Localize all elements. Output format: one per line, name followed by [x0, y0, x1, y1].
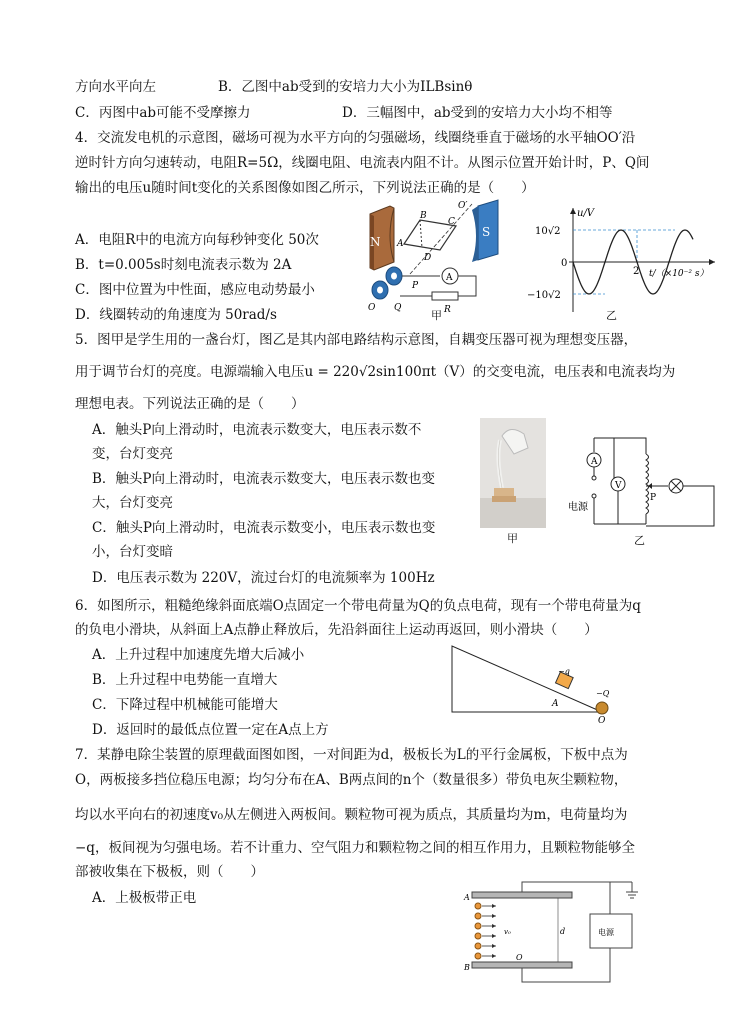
label-o: O: [368, 303, 376, 313]
ammeter-symbol-5: A: [591, 457, 598, 467]
point-a-label: A: [552, 699, 559, 709]
velocity-arrowhead: [492, 944, 496, 948]
q5-option-a-line-2: 变，台灯变亮: [92, 446, 173, 462]
q6-stem-line-2: 的负电小滑块，从斜面上A点静止释放后，先沿斜面往上运动再返回，则小滑块（ ）: [75, 622, 598, 638]
waveform-ymin-label: −10√2: [527, 290, 561, 301]
dust-particle: [475, 923, 481, 929]
power-source-label-5: 电源: [568, 502, 588, 513]
dust-particle: [475, 913, 481, 919]
label-d: D: [424, 253, 432, 263]
velocity-v0-label: v₀: [504, 928, 511, 936]
desk-lamp-photo: [480, 418, 546, 528]
q6-option-c: C．下降过程中机械能可能增大: [92, 697, 278, 713]
label-q: Q: [394, 303, 402, 313]
q5-option-c-line-1: C．触头P向上滑动时，电流表示数变小，电压表示数也变: [92, 520, 436, 536]
q7-stem-line-3: 均以水平向右的初速度v₀从左侧进入两板间。颗粒物可视为质点，其质量均为m，电荷量均为: [75, 807, 628, 823]
waveform-y-label: u/V: [577, 208, 595, 219]
dust-particle: [475, 943, 481, 949]
q5-option-b-line-2: 大，台灯变亮: [92, 495, 173, 511]
q4-option-a: A．电阻R中的电流方向每秒钟变化 50次: [75, 232, 319, 248]
q3-option-d: D．三幅图中，ab受到的安培力大小均不相等: [342, 105, 613, 121]
q4-option-b: B．t=0.005s时刻电流表示数为 2A: [75, 257, 292, 273]
q4-option-d: D．线圈转动的角速度为 50rad/s: [75, 307, 277, 323]
generator-diagram: [360, 196, 530, 320]
tap-p-label: P: [650, 493, 657, 503]
q4-stem-line-1: 4．交流发电机的示意图，磁场可视为水平方向的匀强磁场，线圈绕垂直于磁场的水平轴OO′沿: [75, 130, 636, 146]
label-b: B: [420, 211, 427, 221]
voltmeter-symbol: V: [615, 481, 622, 491]
waveform-x-label: t/（×10⁻² s）: [649, 269, 709, 279]
label-n: N: [370, 235, 381, 249]
q7-stem-line-1: 7．某静电除尘装置的原理截面图如图，一对间距为d，极板长为L的平行金属板，下板中点为: [75, 747, 628, 763]
power-source-label-7: 电源: [598, 928, 614, 937]
fig5-yi-caption: 乙: [634, 534, 645, 547]
label-a: A: [397, 239, 404, 249]
q4-stem-line-3: 输出的电压u随时间t变化的关系图像如图乙所示，下列说法正确的是（ ）: [75, 180, 535, 196]
label-r: R: [444, 305, 451, 315]
q6-option-b: B．上升过程中电势能一直增大: [92, 672, 278, 688]
q3-option-b: B．乙图中ab受到的安培力大小为ILBsinθ: [218, 79, 473, 95]
point-o-label-7: O: [516, 953, 523, 962]
dust-particle: [475, 953, 481, 959]
label-c: C: [448, 217, 455, 227]
point-o-label: O: [598, 716, 606, 724]
gap-d-label: d: [560, 927, 566, 936]
charge-minus-q: −q: [558, 667, 570, 676]
q6-option-d: D．返回时的最低点位置一定在A点上方: [92, 722, 329, 738]
q3-option-c: C．丙图中ab可能不受摩擦力: [75, 105, 251, 121]
label-p: P: [412, 281, 419, 291]
voltage-waveform-chart: [525, 202, 725, 318]
dust-particles: [475, 903, 496, 959]
q3-option-a-continuation: 方向水平向左: [75, 79, 156, 95]
label-s: S: [482, 225, 491, 239]
velocity-arrowhead: [492, 904, 496, 908]
q6-option-a: A．上升过程中加速度先增大后减小: [92, 647, 305, 663]
q4-option-c: C．图中位置为中性面，感应电动势最小: [75, 282, 315, 298]
q5-stem-line-3: 理想电表。下列说法正确的是（ ）: [75, 396, 305, 412]
q5-option-c-line-2: 小，台灯变暗: [92, 544, 173, 560]
q4-stem-line-2: 逆时针方向匀速转动，电阻R=5Ω，线圈电阻、电流表内阻不计。从图示位置开始计时，P、Q间: [75, 155, 650, 171]
q5-stem-line-2: 用于调节台灯的亮度。电源端输入电压u = 220√2sin100πt（V）的交变电流，电压表和电流表均为: [75, 364, 676, 380]
waveform-origin-label: 0: [561, 258, 568, 269]
charge-minus-big-q: −Q: [596, 689, 610, 698]
q5-option-d: D．电压表示数为 220V，流过台灯的电流频率为 100Hz: [92, 570, 435, 586]
q7-stem-line-5: 部被收集在下极板，则（ ）: [75, 864, 264, 880]
velocity-arrowhead: [492, 914, 496, 918]
fig5-jia-caption: 甲: [507, 532, 518, 545]
fig4-jia-caption: 甲: [431, 309, 442, 322]
q6-stem-line-1: 6．如图所示，粗糙绝缘斜面底端O点固定一个带电荷量为Q的负点电荷，现有一个带电荷量为q: [75, 598, 641, 614]
velocity-arrowhead: [492, 934, 496, 938]
electrostatic-precipitator-diagram: [460, 878, 645, 988]
velocity-arrowhead: [492, 954, 496, 958]
label-o-prime: O′: [458, 201, 468, 211]
dust-particle: [475, 903, 481, 909]
velocity-arrowhead: [492, 924, 496, 928]
fig4-yi-caption: 乙: [606, 309, 617, 322]
point-a-label-7: A: [464, 893, 470, 902]
q7-stem-line-2: O，两板接多挡位稳压电源；均匀分布在A、B两点间的n个（数量很多）带负电灰尘颗粒物，: [75, 772, 628, 788]
q7-stem-line-4: −q，板间视为匀强电场。若不计重力、空气阻力和颗粒物之间的相互作用力，且颗粒物能够全: [75, 840, 635, 856]
point-b-label-7: B: [464, 963, 470, 972]
ammeter-symbol: A: [446, 273, 453, 283]
q5-option-a-line-1: A．触头P向上滑动时，电流表示数变大，电压表示数不: [92, 422, 422, 438]
autotransformer-circuit: [568, 434, 718, 534]
waveform-ymax-label: 10√2: [535, 226, 561, 237]
q7-option-a: A．上极板带正电: [92, 890, 197, 906]
q5-option-b-line-1: B．触头P向上滑动时，电流表示数变大，电压表示数也变: [92, 471, 436, 487]
dust-particle: [475, 933, 481, 939]
waveform-x-tick: 2: [633, 266, 640, 277]
incline-diagram: [450, 644, 625, 724]
q5-stem-line-1: 5．图甲是学生用的一盏台灯，图乙是其内部电路结构示意图，自耦变压器可视为理想变压器，: [75, 332, 638, 348]
